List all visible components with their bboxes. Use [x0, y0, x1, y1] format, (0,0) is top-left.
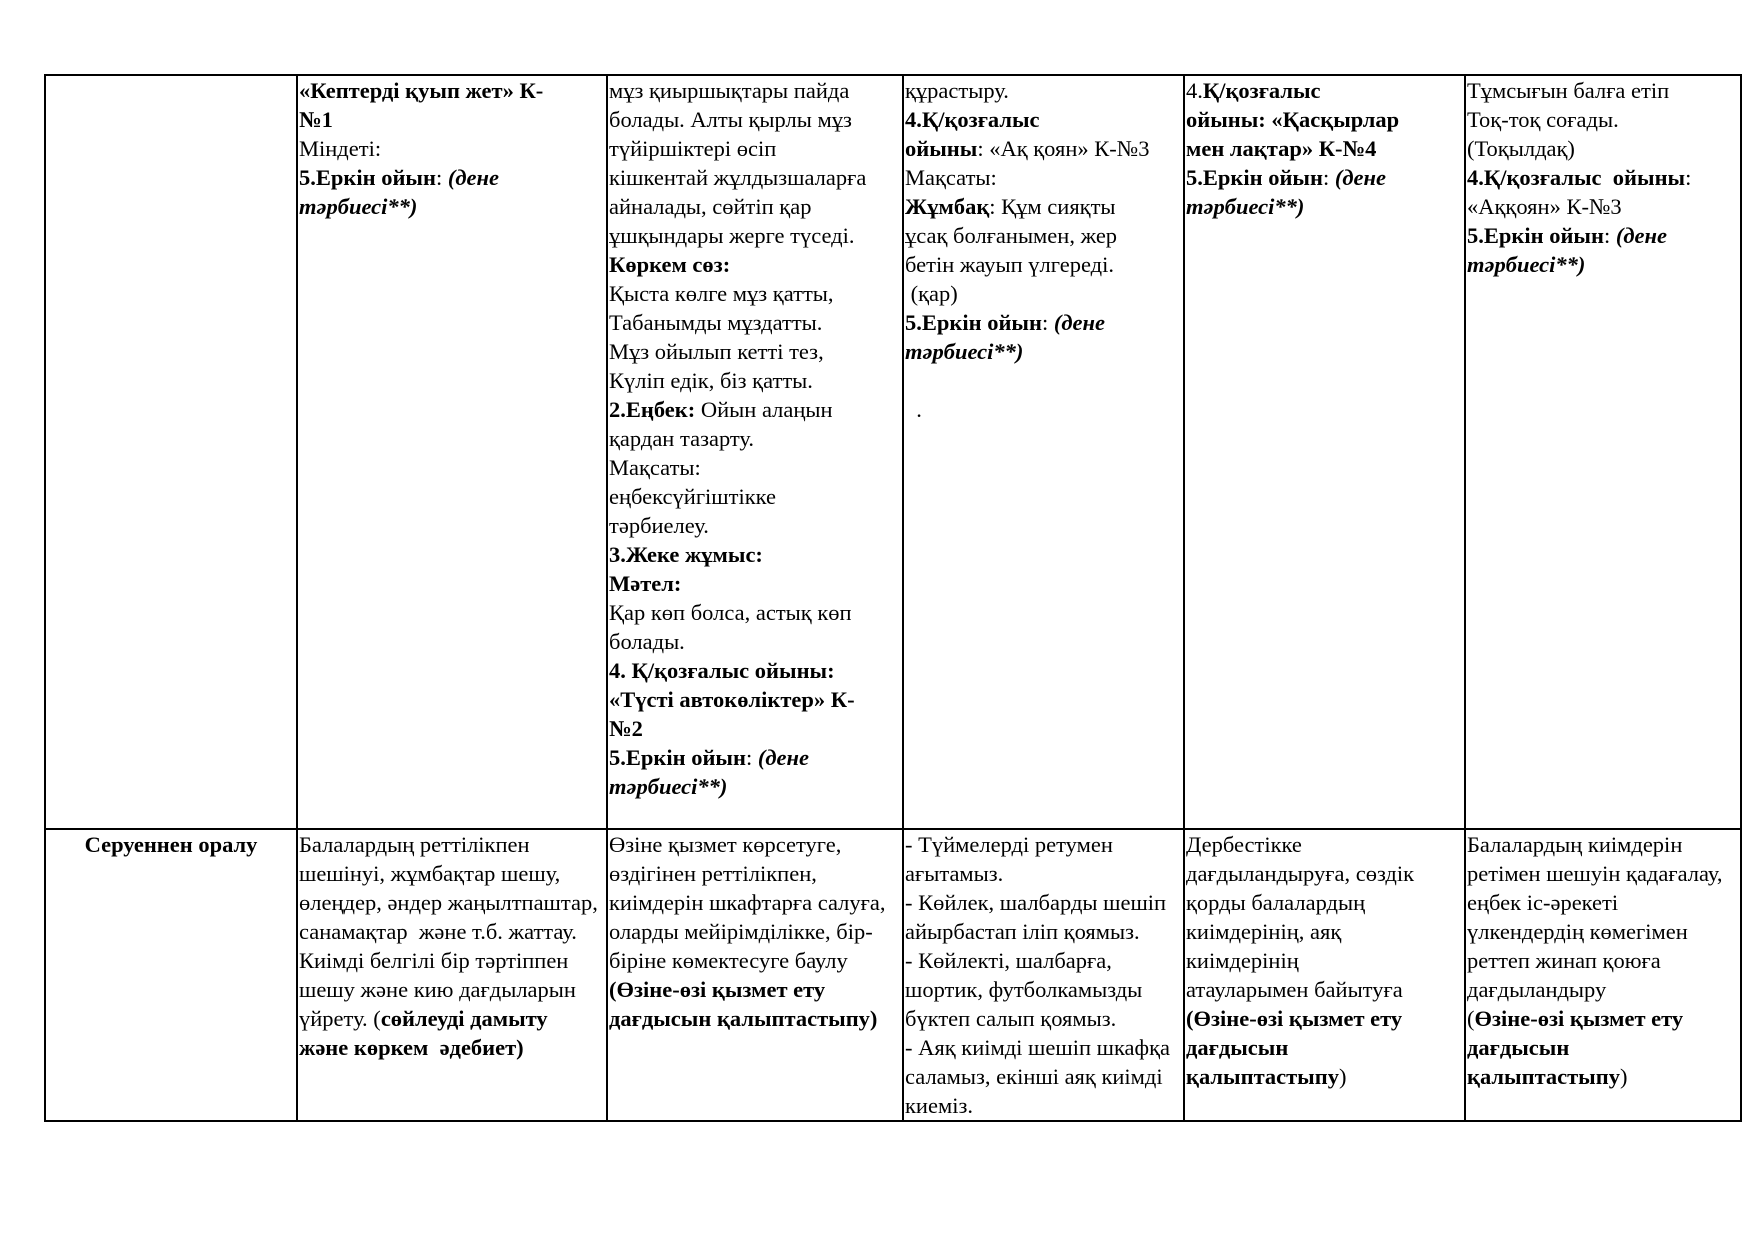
- text-line: [1186, 859, 1463, 888]
- text-run: тәрбиесі**): [1467, 252, 1586, 277]
- text-line: [609, 975, 901, 1004]
- text-run: Ойын алаңын: [695, 397, 833, 422]
- table-cell: [607, 75, 903, 829]
- text-line: [609, 946, 901, 975]
- text-line: [1186, 1062, 1463, 1091]
- text-run: дағдыландыруға, сөздік: [1186, 861, 1415, 886]
- text-run: Қ/қозғалыс: [1202, 78, 1321, 103]
- text-run: Балалардың киімдерін: [1467, 832, 1683, 857]
- text-line: [609, 279, 901, 308]
- text-run: Күліп едік, біз қатты.: [609, 368, 813, 393]
- text-line: [1186, 1004, 1463, 1033]
- text-line: [609, 134, 901, 163]
- text-line: [1186, 1033, 1463, 1062]
- text-line: [1467, 946, 1739, 975]
- text-line: [905, 134, 1182, 163]
- text-run: оларды мейірімділікке, бір-: [609, 919, 873, 944]
- table-row: [45, 829, 1741, 1121]
- text-line: [609, 308, 901, 337]
- text-run: киеміз.: [905, 1093, 973, 1118]
- text-line: [1467, 859, 1739, 888]
- text-run: Өзіне-өзі қызмет ету: [1474, 1006, 1684, 1031]
- text-line: [905, 221, 1182, 250]
- text-run: :: [1322, 165, 1335, 190]
- text-run: болады. Алты қырлы мұз: [609, 107, 852, 132]
- text-run: реттеп жинап қоюға: [1467, 948, 1661, 973]
- text-line: [1467, 888, 1739, 917]
- text-line: [905, 830, 1182, 859]
- text-run: (дене: [447, 165, 499, 190]
- text-line: [1467, 1062, 1739, 1091]
- text-run: санамақтар және т.б. жаттау.: [299, 919, 577, 944]
- text-line: [905, 1004, 1182, 1033]
- text-line: [609, 395, 901, 424]
- text-run: 5.Еркін ойын: [1467, 223, 1604, 248]
- text-line: [905, 308, 1182, 337]
- text-run: (Өзіне-өзі қызмет ету: [609, 977, 826, 1002]
- text-run: киімдерінің: [1186, 948, 1299, 973]
- text-run: еңбек іс-әрекеті: [1467, 890, 1619, 915]
- text-line: [905, 76, 1182, 105]
- text-run: Мақсаты:: [609, 455, 701, 480]
- text-line: [609, 569, 901, 598]
- row-label: [45, 829, 297, 1121]
- text-run: дағдысын қалыптастыпу): [609, 1006, 878, 1031]
- text-line: [1186, 192, 1463, 221]
- text-line: [1467, 917, 1739, 946]
- text-run: бүктеп салып қоямыз.: [905, 1006, 1117, 1031]
- text-line: [905, 366, 1182, 395]
- text-run: Мәтел:: [609, 571, 682, 596]
- text-run: Қыста көлге мұз қатты,: [609, 281, 834, 306]
- text-run: қардан тазарту.: [609, 426, 755, 451]
- table-cell: [607, 829, 903, 1121]
- text-line: [1186, 975, 1463, 1004]
- table-cell: [903, 75, 1184, 829]
- table-cell: [1184, 75, 1465, 829]
- text-line: [1467, 105, 1739, 134]
- text-run: шешінуі, жұмбақтар шешу,: [299, 861, 561, 886]
- text-run: дағдыландыру: [1467, 977, 1607, 1002]
- text-run: 4. Қ/қозғалыс ойыны:: [609, 658, 835, 683]
- text-line: [609, 424, 901, 453]
- text-run: бетін жауып үлгереді.: [905, 252, 1114, 277]
- text-run: дағдысын: [1467, 1035, 1570, 1060]
- text-run: ): [1619, 1064, 1628, 1089]
- text-line: [905, 946, 1182, 975]
- text-line: [1467, 250, 1739, 279]
- text-run: №2: [609, 716, 643, 741]
- text-line: [299, 76, 605, 105]
- text-run: айналады, сөйтіп қар: [609, 194, 812, 219]
- text-line: [609, 1004, 901, 1033]
- text-line: [1186, 946, 1463, 975]
- text-line: [609, 830, 901, 859]
- text-line: [609, 598, 901, 627]
- text-run: Жұмбақ: [905, 194, 990, 219]
- text-line: [609, 888, 901, 917]
- text-line: [905, 192, 1182, 221]
- plan-table: [44, 74, 1742, 1122]
- text-run: (Өзіне-өзі қызмет ету: [1186, 1006, 1403, 1031]
- text-run: «Кептерді қуып жет» К-: [299, 78, 544, 103]
- text-line: [905, 1062, 1182, 1091]
- text-run: (Тоқылдақ): [1467, 136, 1575, 161]
- text-line: [905, 279, 1182, 308]
- text-line: [1186, 888, 1463, 917]
- row-label: [45, 75, 297, 829]
- text-run: 5.Еркін ойын: [609, 745, 746, 770]
- text-line: [1467, 192, 1739, 221]
- text-run: тәрбиесі**): [905, 339, 1024, 364]
- text-line: [609, 511, 901, 540]
- text-run: айырбастап іліп қоямыз.: [905, 919, 1140, 944]
- text-line: [1467, 76, 1739, 105]
- text-run: үлкендердің көмегімен: [1467, 919, 1688, 944]
- text-run: мен лақтар» К-№4: [1186, 136, 1377, 161]
- text-line: [299, 192, 605, 221]
- text-run: (дене: [1334, 165, 1386, 190]
- text-line: [299, 859, 605, 888]
- text-line: [609, 743, 901, 772]
- text-run: дағдысын: [1186, 1035, 1289, 1060]
- text-run: - Аяқ киімді шешіп шкафқа: [905, 1035, 1171, 1060]
- text-line: [299, 975, 605, 1004]
- text-line: [609, 772, 901, 801]
- text-run: (: [1467, 1006, 1475, 1031]
- row-label-text: Серуеннен оралу: [84, 832, 258, 857]
- text-run: киімдерінің, аяқ: [1186, 919, 1342, 944]
- text-line: [905, 975, 1182, 1004]
- text-run: - Түймелерді ретумен: [905, 832, 1113, 857]
- text-run: мұз қиыршықтары пайда: [609, 78, 850, 103]
- text-run: : «Ақ қоян» К-№3: [977, 136, 1150, 161]
- text-run: : Құм сияқты: [989, 194, 1116, 219]
- text-line: [1186, 134, 1463, 163]
- text-line: [1467, 830, 1739, 859]
- text-run: Балалардың реттілікпен: [299, 832, 530, 857]
- text-run: үйрету. (: [299, 1006, 381, 1031]
- text-line: [905, 888, 1182, 917]
- text-run: «Аққоян» К-№3: [1467, 194, 1622, 219]
- text-run: тәрбиесі**): [1186, 194, 1305, 219]
- text-run: Мақсаты:: [905, 165, 997, 190]
- text-line: [1467, 1004, 1739, 1033]
- text-run: (дене: [1053, 310, 1105, 335]
- text-line: [1467, 1033, 1739, 1062]
- text-line: [1186, 105, 1463, 134]
- text-run: (қар): [905, 281, 958, 306]
- text-line: [299, 830, 605, 859]
- text-run: түйіршіктері өсіп: [609, 136, 777, 161]
- text-run: :: [745, 745, 758, 770]
- text-line: [1186, 163, 1463, 192]
- text-line: [609, 366, 901, 395]
- text-run: Өзіне қызмет көрсетуге,: [609, 832, 842, 857]
- text-run: сөйлеуді дамыту: [380, 1006, 548, 1031]
- text-run: 4.Қ/қозғалыс ойыны: [1467, 165, 1686, 190]
- text-run: Табанымды мұздатты.: [609, 310, 823, 335]
- text-run: қалыптастыпу: [1467, 1064, 1620, 1089]
- text-line: [609, 656, 901, 685]
- text-run: тәрбиелеу.: [609, 513, 709, 538]
- text-run: шортик, футболкамызды: [905, 977, 1143, 1002]
- text-line: [609, 859, 901, 888]
- text-run: 4.: [1186, 78, 1203, 103]
- text-line: [609, 221, 901, 250]
- text-line: [905, 859, 1182, 888]
- text-run: 5.Еркін ойын: [299, 165, 436, 190]
- table-cell: [1465, 75, 1741, 829]
- table-cell: [297, 75, 607, 829]
- table-cell: [1184, 829, 1465, 1121]
- text-run: Міндеті:: [299, 136, 382, 161]
- text-run: тәрбиесі**): [299, 194, 418, 219]
- text-run: ұсақ болғанымен, жер: [905, 223, 1118, 248]
- text-run: №1: [299, 107, 333, 132]
- text-run: ағытамыз.: [905, 861, 1004, 886]
- text-run: «Түсті автокөліктер» К-: [609, 687, 855, 712]
- text-run: 2.Еңбек:: [609, 397, 696, 422]
- text-line: [609, 917, 901, 946]
- text-run: ойыны: [905, 136, 978, 161]
- text-run: қорды балалардың: [1186, 890, 1366, 915]
- text-run: :: [1603, 223, 1616, 248]
- text-line: [609, 105, 901, 134]
- text-line: [1467, 221, 1739, 250]
- text-line: [609, 337, 901, 366]
- text-line: [299, 1033, 605, 1062]
- text-run: Көркем сөз:: [609, 252, 731, 277]
- text-run: біріне көмектесуге баулу: [609, 948, 848, 973]
- text-run: өлеңдер, әндер жаңылтпаштар,: [299, 890, 598, 915]
- text-run: 5.Еркін ойын: [905, 310, 1042, 335]
- text-run: 4.Қ/қозғалыс: [905, 107, 1040, 132]
- text-line: [905, 163, 1182, 192]
- text-run: киімдерін шкафтарға салуға,: [609, 890, 886, 915]
- text-run: кішкентай жұлдызшаларға: [609, 165, 867, 190]
- text-run: Мұз ойылып кетті тез,: [609, 339, 824, 364]
- text-run: - Көйлекті, шалбарға,: [905, 948, 1112, 973]
- text-line: [299, 163, 605, 192]
- text-run: еңбексүйгіштікке: [609, 484, 776, 509]
- table-cell: [903, 829, 1184, 1121]
- text-line: [1186, 76, 1463, 105]
- text-run: Тұмсығын балға етіп: [1467, 78, 1670, 103]
- text-run: (дене: [1615, 223, 1667, 248]
- text-run: ұшқындары жерге түседі.: [609, 223, 855, 248]
- text-line: [905, 1033, 1182, 1062]
- text-line: [609, 250, 901, 279]
- text-line: [905, 337, 1182, 366]
- text-line: [905, 1091, 1182, 1120]
- text-run: атауларымен байытуға: [1186, 977, 1403, 1002]
- text-run: :: [1041, 310, 1054, 335]
- text-line: [299, 105, 605, 134]
- text-run: Киімді белгілі бір тәртіппен: [299, 948, 569, 973]
- text-line: [905, 395, 1182, 424]
- text-run: .: [905, 397, 922, 422]
- text-line: [609, 714, 901, 743]
- text-run: саламыз, екінші аяқ киімді: [905, 1064, 1163, 1089]
- text-line: [1467, 163, 1739, 192]
- text-run: құрастыру.: [905, 78, 1009, 103]
- table-cell: [1465, 829, 1741, 1121]
- table-row: [45, 75, 1741, 829]
- text-run: Дербестікке: [1186, 832, 1302, 857]
- text-line: [905, 250, 1182, 279]
- text-run: (дене: [757, 745, 809, 770]
- text-run: 5.Еркін ойын: [1186, 165, 1323, 190]
- text-line: [299, 1004, 605, 1033]
- text-line: [905, 105, 1182, 134]
- text-line: [609, 540, 901, 569]
- text-line: [609, 192, 901, 221]
- text-line: [905, 917, 1182, 946]
- text-line: [609, 482, 901, 511]
- text-run: және көркем әдебиет): [299, 1035, 524, 1060]
- text-run: 3.Жеке жұмыс:: [609, 542, 763, 567]
- text-line: [299, 917, 605, 946]
- text-run: Қар көп болса, астық көп: [609, 600, 852, 625]
- text-run: :: [435, 165, 448, 190]
- text-run: ойыны: «Қасқырлар: [1186, 107, 1400, 132]
- table-cell: [297, 829, 607, 1121]
- text-run: - Көйлек, шалбарды шешіп: [905, 890, 1167, 915]
- text-line: [609, 453, 901, 482]
- text-line: [609, 76, 901, 105]
- text-line: [609, 627, 901, 656]
- text-line: [609, 685, 901, 714]
- text-run: болады.: [609, 629, 685, 654]
- text-run: :: [1685, 165, 1692, 190]
- text-run: шешу және кию дағдыларын: [299, 977, 576, 1002]
- text-line: [299, 946, 605, 975]
- text-line: [1467, 134, 1739, 163]
- text-run: ретімен шешуін қадағалау,: [1467, 861, 1723, 886]
- text-line: [299, 134, 605, 163]
- text-line: [299, 888, 605, 917]
- text-run: тәрбиесі**): [609, 774, 728, 799]
- text-run: Тоқ-тоқ соғады.: [1467, 107, 1619, 132]
- text-line: [609, 163, 901, 192]
- text-run: өздігінен реттілікпен,: [609, 861, 817, 886]
- text-line: [1186, 830, 1463, 859]
- text-run: қалыптастыпу: [1186, 1064, 1339, 1089]
- text-line: [1467, 975, 1739, 1004]
- text-line: [1186, 917, 1463, 946]
- text-run: ): [1338, 1064, 1347, 1089]
